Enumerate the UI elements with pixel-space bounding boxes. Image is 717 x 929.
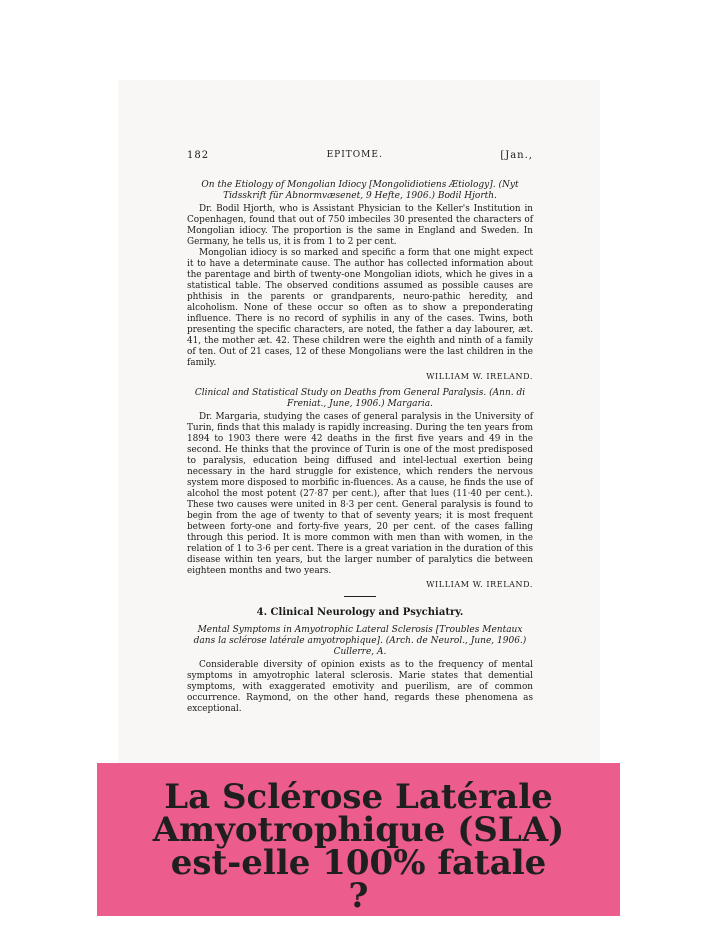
article-paragraph: Considerable diversity of opinion exists as to the frequency of mental symptoms in amyotrophic lateral sclerosis. Marie states that demential symptoms, with exaggerated emotivity and puerilism, are of common occurrence. Raymond, on the other hand, regards these phenomena as exceptional.	[187, 660, 533, 714]
article-paragraph: Dr. Bodil Hjorth, who is Assistant Physician to the Keller's Institution in Copenhagen, found that out of 750 imbeciles 30 presented the characters of Mongolian idiocy. The proportion is the same in England and Sweden. In Germany, he tells us, it is from 1 to 2 per cent.	[187, 204, 533, 247]
page-number: 182	[187, 150, 210, 161]
article-amyotrophic-sclerosis	[187, 625, 533, 715]
article-paragraph: Mongolian idiocy is so marked and specific a form that one might expect it to have a determinate cause. The author has collected information about the parentage and birth of twenty-one Mongolian idiots, which he gives in a statistical table. The observed conditions assumed as possible causes are phthisis in the parents or grandparents, neuro-pathic heredity, and alcoholism. None of these occur so often as to show a preponderating influence. There is no record of syphilis in any of the cases. Twins, both presenting the specific characters, are noted, the father a day labourer, æt. 41, the mother æt. 42. These children were the eighth and ninth of a family of ten. Out of 21 cases, 12 of these Mongolians were the last children in the family.	[187, 248, 533, 368]
section-heading: 4. Clinical Neurology and Psychiatry.	[256, 607, 464, 618]
banner-line: ?	[348, 876, 369, 916]
section-divider	[344, 596, 376, 597]
banner-headline	[97, 777, 620, 916]
article-mongolian-idiocy	[187, 180, 533, 382]
issue-date: [Jan.,	[500, 150, 533, 161]
article-general-paralysis	[187, 388, 533, 590]
article-title: On the Etiology of Mongolian Idiocy [Mongolidiotiens Ætiology]. (Nyt Tidsskrift für Abnormvæsenet, 9 Hefte, 1906.) Bodil Hjorth.	[201, 180, 519, 201]
article-title: Mental Symptoms in Amyotrophic Lateral Sclerosis [Troubles Mentaux dans la sclérose latérale amyotrophique]. (Arch. de Neurol., June, 1906.) Cullerre, A.	[193, 625, 527, 657]
author-signature: WILLIAM W. IRELAND.	[426, 580, 533, 589]
banner-line: Amyotrophique (SLA)	[152, 810, 565, 850]
running-title: EPITOME.	[326, 150, 383, 160]
banner-line: La Sclérose Latérale	[164, 777, 553, 817]
article-title: Clinical and Statistical Study on Deaths from General Paralysis. (Ann. di Freniat., June, 1906.) Margaria.	[194, 388, 526, 409]
headline-banner	[97, 763, 620, 916]
running-header	[187, 150, 533, 180]
article-paragraph: Dr. Margaria, studying the cases of general paralysis in the University of Turin, finds that this malady is rapidly increasing. During the ten years from 1894 to 1903 there were 42 deaths in the first five years and 49 in the second. He thinks that the province of Turin is one of the most predisposed to paralysis, education being diffused and intel-lectual exertion being necessary in the hard struggle for existence, which renders the nervous system more disposed to morbific in-fluences. As a cause, he finds the use of alcohol the most potent (27·87 per cent.), after that lues (11·40 per cent.). These two causes were united in 8·3 per cent. General paralysis is found to begin from the age of twenty to that of seventy years; it is most frequent between forty-one and forty-five years, 20 per cent. of the cases falling through this period. It is more common with men than with women, in the relation of 1 to 3·6 per cent. There is a great variation in the duration of this disease within ten years, but the larger number of paralytics die between eighteen months and two years.	[187, 412, 533, 576]
banner-line: est-elle 100% fatale	[170, 843, 547, 883]
author-signature: WILLIAM W. IRELAND.	[426, 372, 533, 381]
journal-page	[187, 150, 533, 715]
